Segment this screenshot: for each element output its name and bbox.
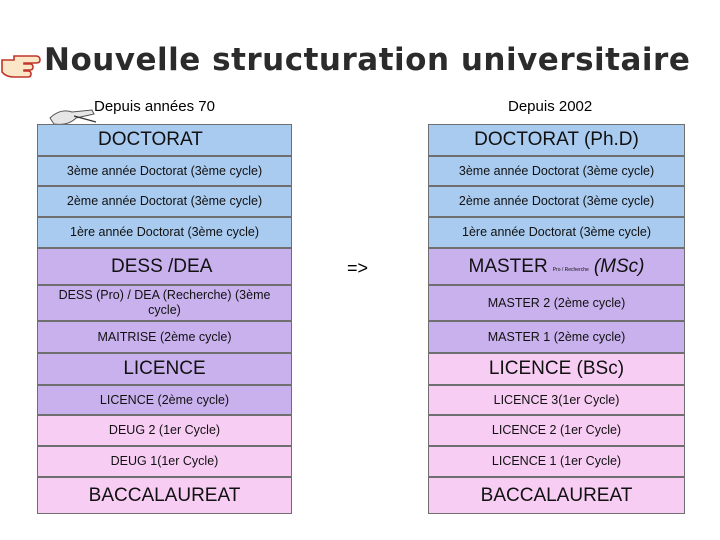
left-dess-description: DESS (Pro) / DEA (Recherche) (3ème cycle) [37, 285, 292, 321]
left-baccalaureat: BACCALAUREAT [37, 477, 292, 514]
left-doctorat-year3: 3ème année Doctorat (3ème cycle) [37, 156, 292, 186]
right-doctorat-year2: 2ème année Doctorat (3ème cycle) [428, 186, 685, 217]
right-doctorat-year3: 3ème année Doctorat (3ème cycle) [428, 156, 685, 186]
right-licence1: LICENCE 1 (1er Cycle) [428, 446, 685, 477]
right-doctorat-year1: 1ère année Doctorat (3ème cycle) [428, 217, 685, 248]
left-doctorat-header: DOCTORAT [37, 124, 292, 156]
master-label: MASTER [468, 255, 548, 277]
left-dess-header: DESS /DEA [37, 248, 292, 285]
pointing-hand-icon [0, 50, 42, 80]
left-deug1: DEUG 1(1er Cycle) [37, 446, 292, 477]
left-licence-header: LICENCE [37, 353, 292, 385]
right-licence3: LICENCE 3(1er Cycle) [428, 385, 685, 415]
left-maitrise: MAITRISE (2ème cycle) [37, 321, 292, 353]
right-baccalaureat: BACCALAUREAT [428, 477, 685, 514]
right-master1: MASTER 1 (2ème cycle) [428, 321, 685, 353]
master-msc: (MSc) [593, 255, 645, 277]
right-licence2: LICENCE 2 (1er Cycle) [428, 415, 685, 446]
left-doctorat-year1: 1ère année Doctorat (3ème cycle) [37, 217, 292, 248]
left-licence-description: LICENCE (2ème cycle) [37, 385, 292, 415]
right-master-header [428, 248, 685, 285]
right-master2: MASTER 2 (2ème cycle) [428, 285, 685, 321]
page-title: Nouvelle structuration universitaire [44, 42, 691, 78]
right-doctorat-header: DOCTORAT (Ph.D) [428, 124, 685, 156]
master-subtitle: Pro / Recherche [552, 266, 589, 273]
transition-arrow: => [347, 258, 369, 278]
left-column-heading: Depuis années 70 [94, 98, 215, 115]
right-column-heading: Depuis 2002 [508, 98, 593, 115]
right-licence-header: LICENCE (BSc) [428, 353, 685, 385]
left-doctorat-year2: 2ème année Doctorat (3ème cycle) [37, 186, 292, 217]
left-deug2: DEUG 2 (1er Cycle) [37, 415, 292, 446]
